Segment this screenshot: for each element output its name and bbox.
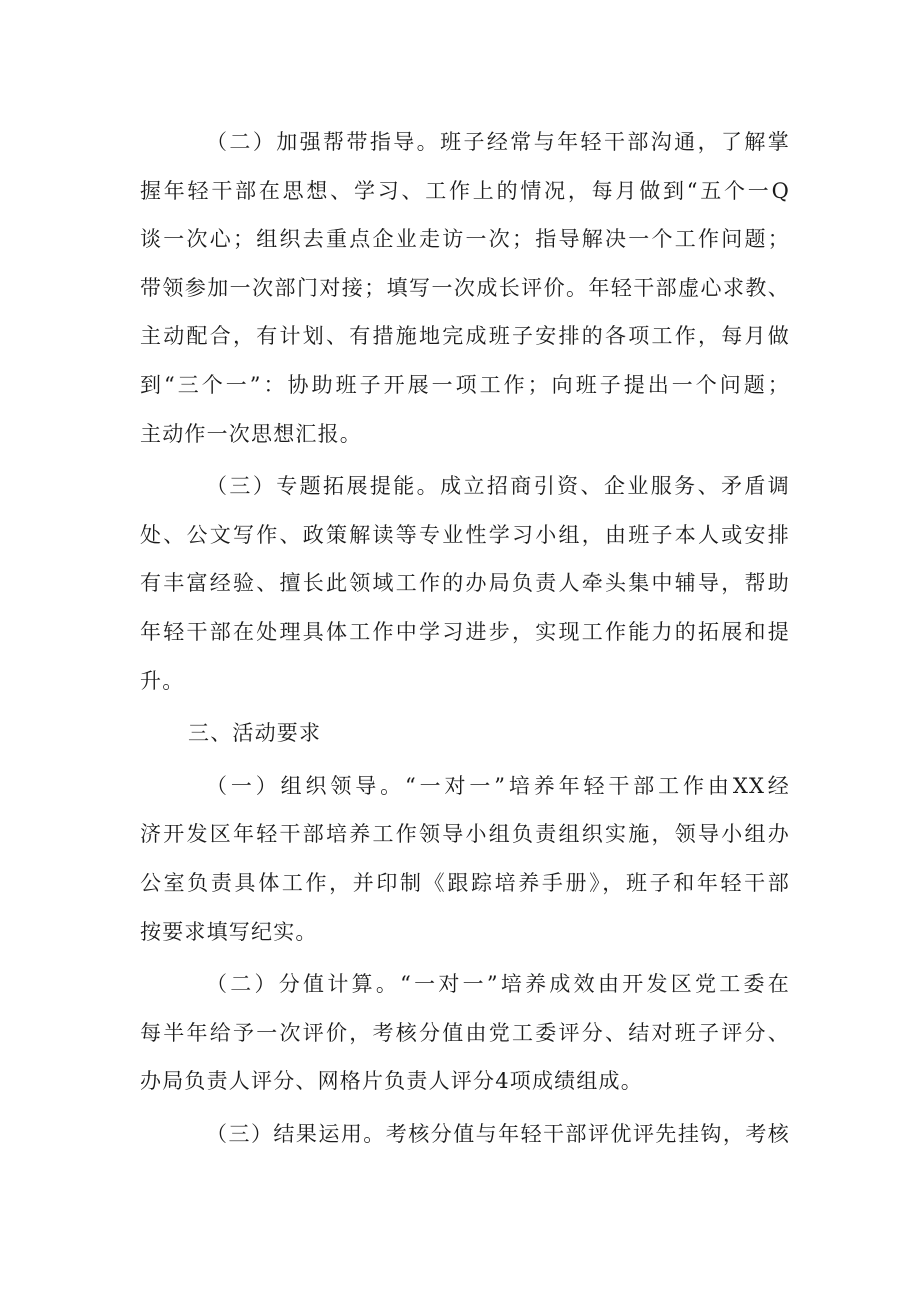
text-line: （三）结果运用。考核分值与年轻干部评优评先挂钩，考核 xyxy=(206,1121,790,1146)
text-line: 主动配合，有计划、有措施地完成班子安排的各项工作，每月做 xyxy=(140,324,790,349)
text-line: 到“三个一”：协助班子开展一项工作；向班子提出一个问题； xyxy=(140,372,790,397)
text-line: 握年轻干部在思想、学习、工作上的情况，每月做到“五个一Q xyxy=(140,178,790,203)
text-line: 按要求填写纪实。 xyxy=(140,919,318,944)
paragraph-score-calculation xyxy=(140,960,790,1106)
document-body xyxy=(140,118,790,1158)
text-line: 带领参加一次部门对接；填写一次成长评价。年轻干部虚心求教、 xyxy=(140,275,790,300)
text-line: 处、公文写作、政策解读等专业性学习小组，由班子本人或安排 xyxy=(140,522,790,547)
text-line: 公室负责具体工作，并印制《跟踪培养手册》，班子和年轻干部 xyxy=(140,870,790,895)
text-line: （三）专题拓展提能。成立招商引资、企业服务、矛盾调 xyxy=(206,474,790,499)
text-line: 有丰富经验、擅长此领域工作的办局负责人牵头集中辅导，帮助 xyxy=(140,571,790,596)
text-line: 谈一次心；组织去重点企业走访一次；指导解决一个工作问题； xyxy=(140,227,790,252)
text-line: 主动作一次思想汇报。 xyxy=(140,421,362,446)
text-line: 济开发区年轻干部培养工作领导小组负责组织实施，领导小组办 xyxy=(140,822,790,847)
text-line: 升。 xyxy=(140,668,185,693)
paragraph-guidance xyxy=(140,118,790,458)
section-heading: 三、活动要求 xyxy=(188,721,322,746)
text-line: （一）组织领导。“一对一”培养年轻干部工作由XX经 xyxy=(206,773,790,798)
text-line: 办局负责人评分、网格片负责人评分4项成绩组成。 xyxy=(140,1069,643,1094)
text-line: 每半年给予一次评价，考核分值由党工委评分、结对班子评分、 xyxy=(140,1020,790,1045)
paragraph-organization xyxy=(140,762,790,956)
paragraph-topic-expansion xyxy=(140,462,790,705)
paragraph-result-application xyxy=(140,1110,790,1159)
text-line: （二）加强帮带指导。班子经常与年轻干部沟通，了解掌 xyxy=(206,130,790,154)
text-line: 年轻干部在处理具体工作中学习进步，实现工作能力的拓展和提 xyxy=(140,619,790,644)
text-line: （二）分值计算。“一对一”培养成效由开发区党工委在 xyxy=(206,972,790,997)
